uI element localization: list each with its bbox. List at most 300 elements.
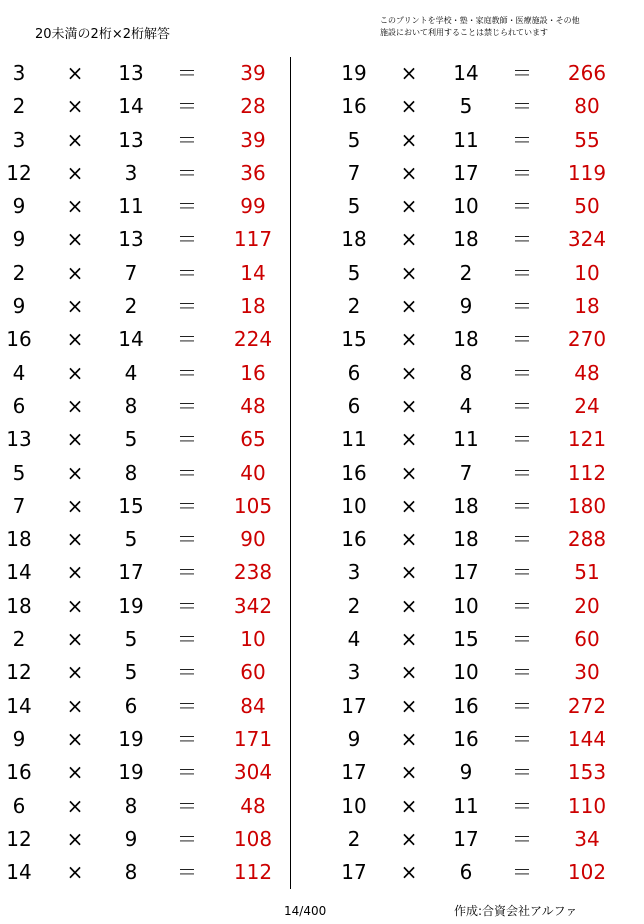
answer: 99 xyxy=(240,194,266,219)
answer: 50 xyxy=(574,194,600,219)
multiplicand: 12 xyxy=(6,826,32,851)
problem-row xyxy=(330,90,630,123)
times-sign: × xyxy=(66,860,84,885)
multiplier: 5 xyxy=(124,427,138,452)
problem-row xyxy=(330,457,630,490)
multiplicand: 3 xyxy=(347,560,361,585)
problem-row xyxy=(0,290,290,323)
times-sign: × xyxy=(66,627,84,652)
multiplier: 11 xyxy=(453,793,479,818)
multiplier: 13 xyxy=(118,61,144,85)
author-credit: 作成:合資会社アルファ xyxy=(454,904,578,918)
multiplicand: 12 xyxy=(6,660,32,685)
multiplicand: 6 xyxy=(347,393,361,418)
multiplicand: 7 xyxy=(347,160,361,185)
multiplicand: 4 xyxy=(347,627,361,652)
problem-row xyxy=(330,723,630,756)
multiplicand: 17 xyxy=(341,760,367,785)
multiplier: 11 xyxy=(118,194,144,219)
answer: 16 xyxy=(240,360,266,385)
problem-row xyxy=(330,823,630,856)
times-sign: × xyxy=(66,393,84,418)
answer: 180 xyxy=(567,493,607,518)
multiplier: 8 xyxy=(124,793,138,818)
multiplier: 13 xyxy=(118,127,144,152)
times-sign: × xyxy=(400,294,418,319)
problem-row xyxy=(0,223,290,256)
answer: 39 xyxy=(240,127,266,152)
usage-notice-line-1: このプリントを学校・塾・家庭教師・医療施設・その他 xyxy=(380,16,580,25)
multiplier: 18 xyxy=(453,227,479,252)
equals-sign: ＝ xyxy=(177,593,197,618)
equals-sign: ＝ xyxy=(177,793,197,818)
answer: 51 xyxy=(574,560,600,585)
equals-sign: ＝ xyxy=(512,94,532,119)
equals-sign: ＝ xyxy=(512,527,532,552)
times-sign: × xyxy=(400,227,418,252)
equals-sign: ＝ xyxy=(177,94,197,119)
answer: 10 xyxy=(574,260,600,285)
problem-row xyxy=(0,457,290,490)
multiplier: 2 xyxy=(459,260,473,285)
answer: 18 xyxy=(574,294,600,319)
problem-row xyxy=(330,157,630,190)
answer: 238 xyxy=(233,560,273,585)
answer: 102 xyxy=(567,860,607,885)
problem-row xyxy=(330,223,630,256)
multiplier: 15 xyxy=(118,493,144,518)
multiplier: 6 xyxy=(124,693,138,718)
multiplier: 3 xyxy=(124,160,138,185)
answer: 30 xyxy=(574,660,600,685)
problem-row xyxy=(330,623,630,656)
answer: 34 xyxy=(574,826,600,851)
times-sign: × xyxy=(400,427,418,452)
times-sign: × xyxy=(66,793,84,818)
equals-sign: ＝ xyxy=(177,227,197,252)
problem-row xyxy=(0,390,290,423)
multiplicand: 2 xyxy=(347,593,361,618)
times-sign: × xyxy=(400,660,418,685)
equals-sign: ＝ xyxy=(512,393,532,418)
problem-row xyxy=(330,290,630,323)
multiplier: 11 xyxy=(453,127,479,152)
times-sign: × xyxy=(66,826,84,851)
multiplicand: 9 xyxy=(12,194,26,219)
problem-row xyxy=(330,423,630,456)
equals-sign: ＝ xyxy=(512,593,532,618)
answer: 48 xyxy=(240,393,266,418)
answer: 80 xyxy=(574,94,600,119)
answer: 270 xyxy=(567,327,607,352)
usage-notice xyxy=(380,15,580,39)
times-sign: × xyxy=(400,360,418,385)
page-title: 20未満の2桁×2桁解答 xyxy=(35,27,170,42)
times-sign: × xyxy=(400,593,418,618)
multiplier: 9 xyxy=(124,826,138,851)
page-number: 14/400 xyxy=(284,904,327,918)
times-sign: × xyxy=(66,227,84,252)
equals-sign: ＝ xyxy=(512,327,532,352)
times-sign: × xyxy=(400,726,418,751)
equals-sign: ＝ xyxy=(177,527,197,552)
multiplicand: 2 xyxy=(347,294,361,319)
equals-sign: ＝ xyxy=(177,427,197,452)
problem-row xyxy=(0,556,290,589)
multiplicand: 16 xyxy=(341,527,367,552)
multiplicand: 3 xyxy=(12,127,26,152)
equals-sign: ＝ xyxy=(512,760,532,785)
multiplicand: 10 xyxy=(341,793,367,818)
multiplier: 5 xyxy=(124,527,138,552)
multiplier: 17 xyxy=(453,560,479,585)
multiplicand: 10 xyxy=(341,493,367,518)
problem-row xyxy=(0,257,290,290)
answer: 112 xyxy=(233,860,273,885)
problem-row xyxy=(330,556,630,589)
equals-sign: ＝ xyxy=(177,726,197,751)
multiplier: 5 xyxy=(459,94,473,119)
problem-row xyxy=(0,124,290,157)
problem-row xyxy=(0,590,290,623)
left-problem-column xyxy=(0,57,290,889)
times-sign: × xyxy=(66,94,84,119)
times-sign: × xyxy=(400,693,418,718)
times-sign: × xyxy=(66,61,84,85)
multiplicand: 16 xyxy=(341,94,367,119)
times-sign: × xyxy=(66,527,84,552)
multiplicand: 5 xyxy=(12,460,26,485)
multiplicand: 17 xyxy=(341,860,367,885)
times-sign: × xyxy=(66,427,84,452)
equals-sign: ＝ xyxy=(512,427,532,452)
times-sign: × xyxy=(66,760,84,785)
answer: 112 xyxy=(567,460,607,485)
answer: 304 xyxy=(233,760,273,785)
equals-sign: ＝ xyxy=(177,260,197,285)
problem-row xyxy=(330,357,630,390)
equals-sign: ＝ xyxy=(177,194,197,219)
problem-row xyxy=(330,523,630,556)
problem-row xyxy=(330,590,630,623)
equals-sign: ＝ xyxy=(512,160,532,185)
equals-sign: ＝ xyxy=(177,460,197,485)
times-sign: × xyxy=(66,493,84,518)
multiplicand: 5 xyxy=(347,127,361,152)
times-sign: × xyxy=(66,327,84,352)
multiplier: 16 xyxy=(453,693,479,718)
problem-row xyxy=(330,124,630,157)
problem-row xyxy=(0,856,290,889)
column-divider xyxy=(290,57,291,889)
multiplicand: 6 xyxy=(12,393,26,418)
equals-sign: ＝ xyxy=(177,760,197,785)
equals-sign: ＝ xyxy=(177,627,197,652)
multiplier: 9 xyxy=(459,294,473,319)
multiplicand: 6 xyxy=(12,793,26,818)
problem-row xyxy=(0,823,290,856)
equals-sign: ＝ xyxy=(177,493,197,518)
times-sign: × xyxy=(400,460,418,485)
problem-row xyxy=(0,190,290,223)
answer: 224 xyxy=(233,327,273,352)
multiplicand: 16 xyxy=(6,327,32,352)
answer: 119 xyxy=(567,160,607,185)
times-sign: × xyxy=(66,160,84,185)
answer: 28 xyxy=(240,94,266,119)
multiplicand: 9 xyxy=(12,227,26,252)
multiplier: 14 xyxy=(453,61,479,85)
answer: 144 xyxy=(567,726,607,751)
multiplicand: 3 xyxy=(12,61,26,85)
problem-row xyxy=(0,490,290,523)
times-sign: × xyxy=(66,127,84,152)
equals-sign: ＝ xyxy=(512,560,532,585)
problem-row xyxy=(330,856,630,889)
usage-notice-line-2: 施設において利用することは禁じられています xyxy=(380,28,548,37)
multiplicand: 5 xyxy=(347,260,361,285)
problem-row xyxy=(0,523,290,556)
multiplicand: 18 xyxy=(6,593,32,618)
multiplicand: 19 xyxy=(341,61,367,85)
times-sign: × xyxy=(400,860,418,885)
times-sign: × xyxy=(66,593,84,618)
equals-sign: ＝ xyxy=(512,227,532,252)
answer: 342 xyxy=(233,593,273,618)
multiplicand: 13 xyxy=(6,427,32,452)
equals-sign: ＝ xyxy=(177,327,197,352)
multiplier: 17 xyxy=(453,160,479,185)
problem-row xyxy=(330,323,630,356)
problem-row xyxy=(0,690,290,723)
answer: 110 xyxy=(567,793,607,818)
multiplier: 13 xyxy=(118,227,144,252)
equals-sign: ＝ xyxy=(512,460,532,485)
multiplier: 7 xyxy=(124,260,138,285)
multiplicand: 6 xyxy=(347,360,361,385)
times-sign: × xyxy=(400,127,418,152)
multiplier: 16 xyxy=(453,726,479,751)
equals-sign: ＝ xyxy=(512,294,532,319)
multiplicand: 9 xyxy=(12,726,26,751)
multiplicand: 3 xyxy=(347,660,361,685)
times-sign: × xyxy=(400,627,418,652)
multiplicand: 2 xyxy=(12,627,26,652)
answer: 14 xyxy=(240,260,266,285)
problem-row xyxy=(330,257,630,290)
times-sign: × xyxy=(400,61,418,85)
answer: 20 xyxy=(574,593,600,618)
multiplier: 5 xyxy=(124,660,138,685)
equals-sign: ＝ xyxy=(512,826,532,851)
answer: 65 xyxy=(240,427,266,452)
answer: 10 xyxy=(240,627,266,652)
multiplier: 14 xyxy=(118,327,144,352)
multiplier: 8 xyxy=(459,360,473,385)
multiplier: 9 xyxy=(459,760,473,785)
times-sign: × xyxy=(400,393,418,418)
equals-sign: ＝ xyxy=(177,826,197,851)
multiplicand: 12 xyxy=(6,160,32,185)
multiplicand: 7 xyxy=(12,493,26,518)
problem-row xyxy=(330,690,630,723)
problem-row xyxy=(0,357,290,390)
answer: 266 xyxy=(567,61,607,85)
times-sign: × xyxy=(400,527,418,552)
problem-row xyxy=(0,323,290,356)
multiplier: 19 xyxy=(118,726,144,751)
answer: 60 xyxy=(574,627,600,652)
equals-sign: ＝ xyxy=(512,693,532,718)
times-sign: × xyxy=(66,360,84,385)
equals-sign: ＝ xyxy=(177,860,197,885)
answer: 55 xyxy=(574,127,600,152)
answer: 60 xyxy=(240,660,266,685)
times-sign: × xyxy=(66,460,84,485)
multiplier: 18 xyxy=(453,527,479,552)
multiplicand: 16 xyxy=(6,760,32,785)
multiplicand: 9 xyxy=(347,726,361,751)
multiplier: 15 xyxy=(453,627,479,652)
answer: 48 xyxy=(240,793,266,818)
multiplier: 14 xyxy=(118,94,144,119)
multiplier: 10 xyxy=(453,194,479,219)
problem-row xyxy=(0,756,290,789)
multiplicand: 18 xyxy=(6,527,32,552)
equals-sign: ＝ xyxy=(512,260,532,285)
problem-row xyxy=(0,90,290,123)
times-sign: × xyxy=(400,160,418,185)
answer: 288 xyxy=(567,527,607,552)
problem-row xyxy=(330,190,630,223)
equals-sign: ＝ xyxy=(512,493,532,518)
answer: 84 xyxy=(240,693,266,718)
multiplier: 17 xyxy=(453,826,479,851)
equals-sign: ＝ xyxy=(177,560,197,585)
equals-sign: ＝ xyxy=(177,294,197,319)
multiplicand: 2 xyxy=(12,260,26,285)
times-sign: × xyxy=(400,194,418,219)
problem-row xyxy=(0,157,290,190)
problem-row xyxy=(0,623,290,656)
equals-sign: ＝ xyxy=(177,360,197,385)
equals-sign: ＝ xyxy=(177,127,197,152)
equals-sign: ＝ xyxy=(512,726,532,751)
answer: 324 xyxy=(567,227,607,252)
answer: 105 xyxy=(233,493,273,518)
multiplier: 18 xyxy=(453,327,479,352)
multiplicand: 15 xyxy=(341,327,367,352)
answer: 18 xyxy=(240,294,266,319)
times-sign: × xyxy=(66,693,84,718)
equals-sign: ＝ xyxy=(512,127,532,152)
equals-sign: ＝ xyxy=(177,660,197,685)
multiplier: 10 xyxy=(453,593,479,618)
answer: 36 xyxy=(240,160,266,185)
multiplier: 8 xyxy=(124,460,138,485)
equals-sign: ＝ xyxy=(512,860,532,885)
times-sign: × xyxy=(400,94,418,119)
problem-row xyxy=(0,790,290,823)
answer: 117 xyxy=(233,227,273,252)
equals-sign: ＝ xyxy=(177,393,197,418)
problem-row xyxy=(330,390,630,423)
equals-sign: ＝ xyxy=(177,160,197,185)
multiplier: 11 xyxy=(453,427,479,452)
multiplicand: 2 xyxy=(12,94,26,119)
equals-sign: ＝ xyxy=(177,61,197,85)
answer: 24 xyxy=(574,393,600,418)
multiplier: 5 xyxy=(124,627,138,652)
answer: 272 xyxy=(567,693,607,718)
problem-row xyxy=(0,656,290,689)
multiplicand: 2 xyxy=(347,826,361,851)
times-sign: × xyxy=(66,560,84,585)
right-problem-column xyxy=(330,57,630,889)
multiplicand: 16 xyxy=(341,460,367,485)
problem-row xyxy=(0,57,290,90)
multiplier: 7 xyxy=(459,460,473,485)
equals-sign: ＝ xyxy=(512,627,532,652)
multiplicand: 4 xyxy=(12,360,26,385)
multiplier: 4 xyxy=(124,360,138,385)
times-sign: × xyxy=(400,793,418,818)
multiplier: 2 xyxy=(124,294,138,319)
multiplicand: 14 xyxy=(6,860,32,885)
answer: 108 xyxy=(233,826,273,851)
equals-sign: ＝ xyxy=(512,61,532,85)
problem-row xyxy=(330,57,630,90)
times-sign: × xyxy=(400,760,418,785)
problem-row xyxy=(330,656,630,689)
multiplicand: 17 xyxy=(341,693,367,718)
equals-sign: ＝ xyxy=(177,693,197,718)
equals-sign: ＝ xyxy=(512,660,532,685)
answer: 153 xyxy=(567,760,607,785)
problem-row xyxy=(0,423,290,456)
multiplier: 18 xyxy=(453,493,479,518)
multiplicand: 18 xyxy=(341,227,367,252)
multiplicand: 11 xyxy=(341,427,367,452)
times-sign: × xyxy=(400,327,418,352)
problem-row xyxy=(0,723,290,756)
multiplicand: 14 xyxy=(6,560,32,585)
multiplier: 19 xyxy=(118,593,144,618)
equals-sign: ＝ xyxy=(512,360,532,385)
times-sign: × xyxy=(66,260,84,285)
multiplier: 19 xyxy=(118,760,144,785)
multiplicand: 14 xyxy=(6,693,32,718)
times-sign: × xyxy=(66,194,84,219)
multiplicand: 9 xyxy=(12,294,26,319)
answer: 121 xyxy=(567,427,607,452)
multiplicand: 5 xyxy=(347,194,361,219)
multiplier: 8 xyxy=(124,860,138,885)
equals-sign: ＝ xyxy=(512,194,532,219)
times-sign: × xyxy=(66,294,84,319)
answer: 171 xyxy=(233,726,273,751)
answer: 48 xyxy=(574,360,600,385)
multiplier: 4 xyxy=(459,393,473,418)
equals-sign: ＝ xyxy=(512,793,532,818)
answer: 39 xyxy=(240,61,266,85)
multiplier: 10 xyxy=(453,660,479,685)
answer: 40 xyxy=(240,460,266,485)
multiplier: 17 xyxy=(118,560,144,585)
times-sign: × xyxy=(66,660,84,685)
multiplier: 6 xyxy=(459,860,473,885)
problem-row xyxy=(330,756,630,789)
